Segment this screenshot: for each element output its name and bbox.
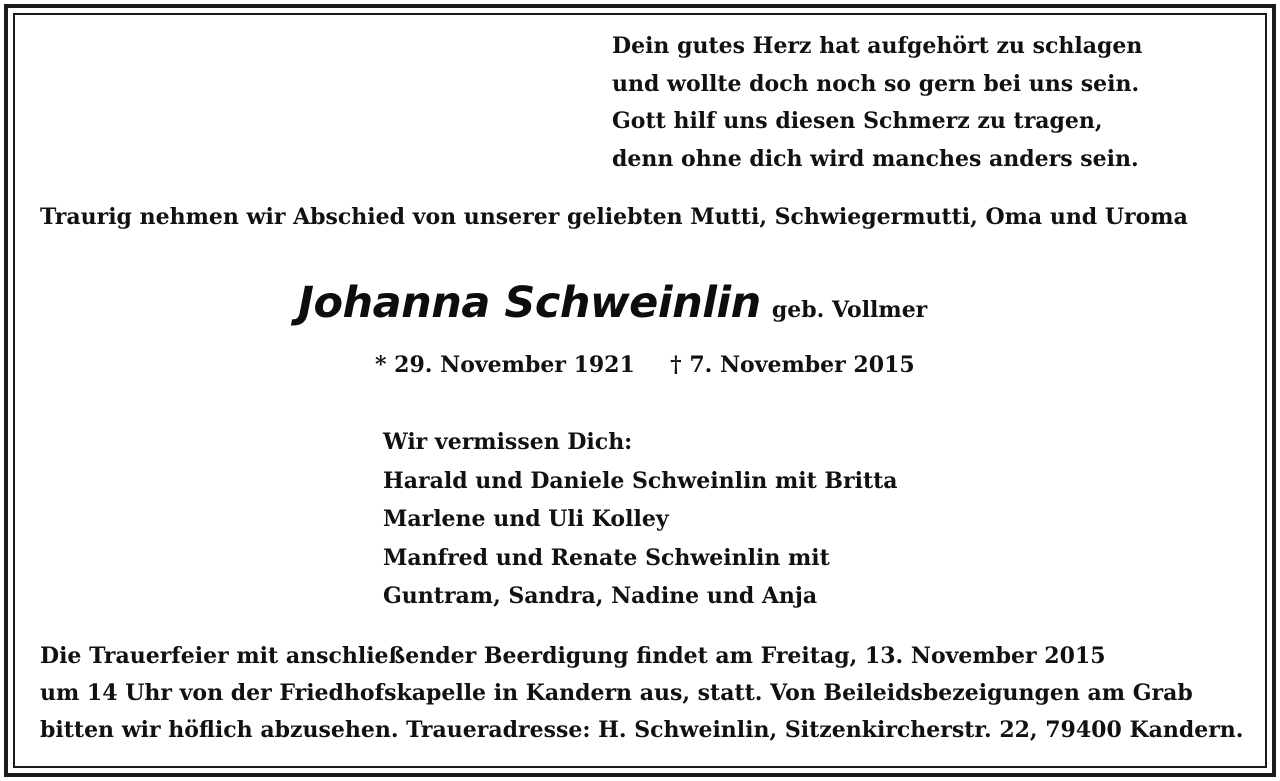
funeral-line: bitten wir höflich abzusehen. Traueradresse: H. Schweinlin, Sitzenkircherstr. 22, 79400 Kandern. <box>40 717 1244 743</box>
life-dates <box>375 350 915 380</box>
maiden-name: geb. Vollmer <box>771 297 928 323</box>
birth-date: * 29. November 1921 <box>375 352 635 378</box>
mourner-line: Marlene und Uli Kolley <box>383 506 669 532</box>
intro-text: Traurig nehmen wir Abschied von unserer geliebten Mutti, Schwiegermutti, Oma und Uroma <box>40 204 1188 230</box>
funeral-line: um 14 Uhr von der Friedhofskapelle in Kandern aus, statt. Von Beileidsbezeigungen am Grab <box>40 680 1193 706</box>
poem-line: und wollte doch noch so gern bei uns sein. <box>612 70 1140 97</box>
funeral-line: Die Trauerfeier mit anschließender Beerdigung findet am Freitag, 13. November 2015 <box>40 643 1106 669</box>
death-date: † 7. November 2015 <box>670 352 915 378</box>
funeral-notice <box>40 638 1243 749</box>
mourner-line: Manfred und Renate Schweinlin mit <box>383 544 830 571</box>
poem-line: Gott hilf uns diesen Schmerz zu tragen, <box>612 108 1103 134</box>
poem <box>612 28 1142 178</box>
poem-line: Dein gutes Herz hat aufgehört zu schlagen <box>612 33 1143 59</box>
deceased-name-line <box>298 278 927 328</box>
deceased-name: Johanna Schweinlin <box>298 278 761 328</box>
mourner-line: Harald und Daniele Schweinlin mit Britta <box>383 467 898 494</box>
mourners-heading: Wir vermissen Dich: <box>383 429 633 455</box>
poem-line: denn ohne dich wird manches anders sein. <box>612 145 1139 172</box>
mourners-list <box>383 423 898 616</box>
mourner-line: Guntram, Sandra, Nadine und Anja <box>383 583 818 609</box>
